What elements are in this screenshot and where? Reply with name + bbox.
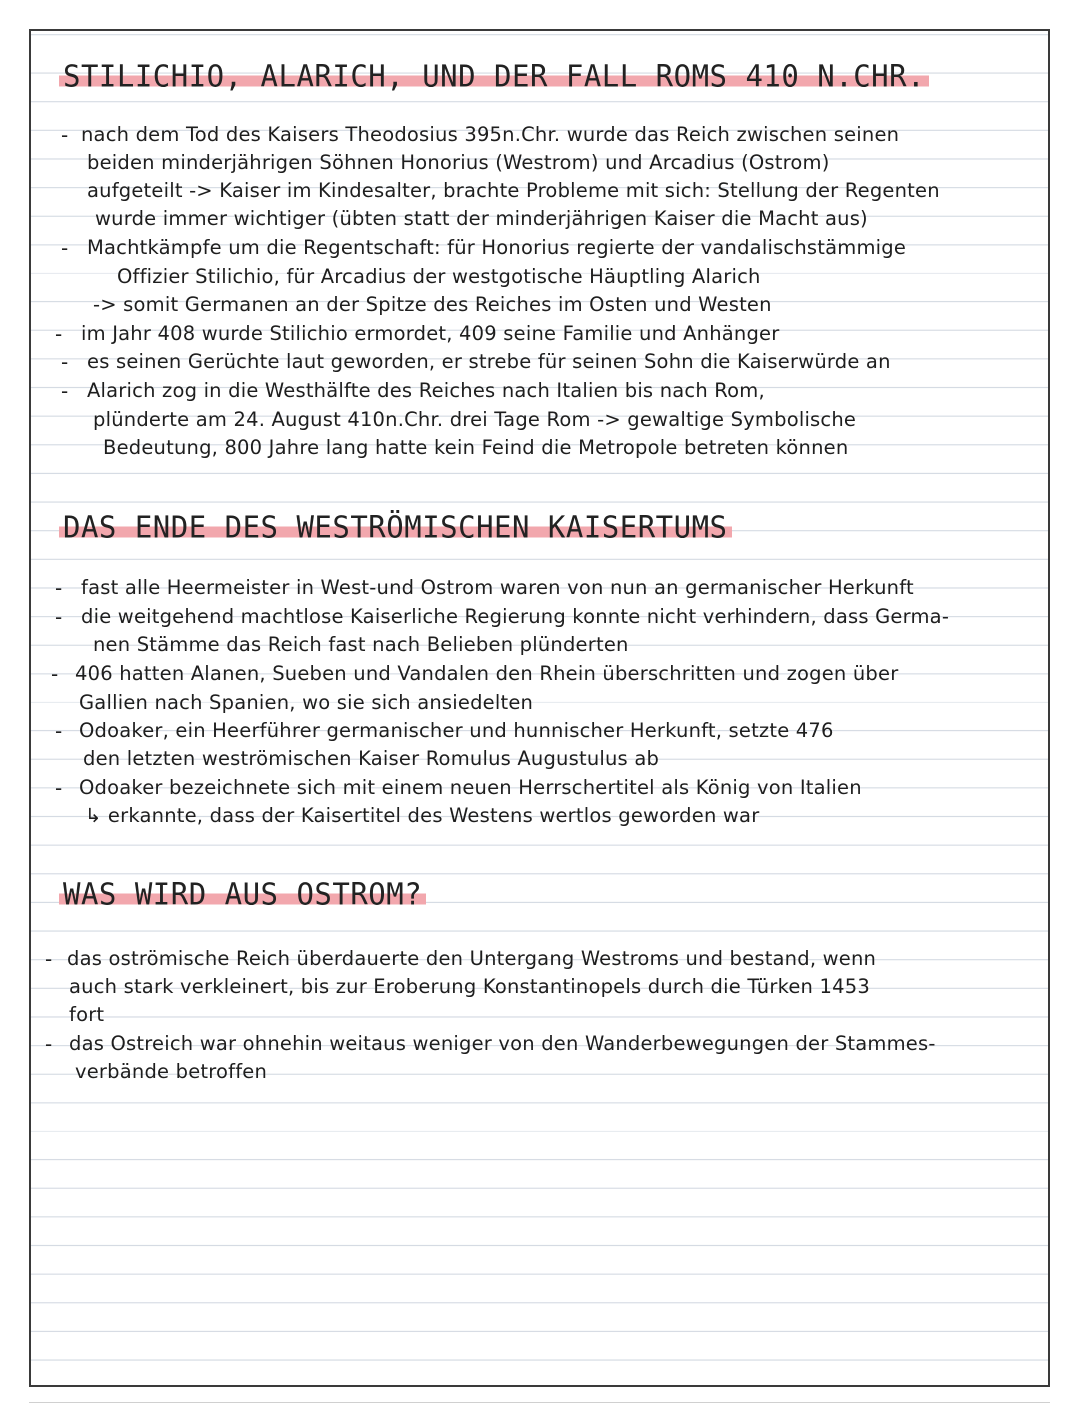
- bullet-dash: -: [61, 350, 69, 374]
- heading-highlight: DAS ENDE DES WESTRÖMISCHEN KAISERTUMS: [59, 509, 732, 545]
- notebook-page: [29, 29, 1050, 1387]
- text-line: fast alle Heermeister in West-und Ostrom waren von nun an germanischer Herkunft: [81, 576, 914, 599]
- text-line: Odoaker bezeichnete sich mit einem neuen Herrschertitel als König von Italien: [79, 776, 862, 799]
- heading-highlight: WAS WIRD AUS OSTROM?: [59, 876, 426, 912]
- text-line: verbände betroffen: [75, 1060, 268, 1083]
- text-line: beiden minderjährigen Söhnen Honorius (Westrom) und Arcadius (Ostrom): [87, 151, 830, 174]
- bullet-dash: -: [51, 662, 59, 686]
- text-line: das Ostreich war ohnehin weitaus weniger von den Wanderbewegungen der Stammes-: [69, 1032, 936, 1055]
- text-line: das oströmische Reich überdauerte den Untergang Westroms und bestand, wenn: [67, 947, 877, 970]
- bullet-dash: -: [55, 605, 63, 629]
- text-line: die weitgehend machtlose Kaiserliche Regierung konnte nicht verhindern, dass Germa-: [81, 605, 950, 628]
- text-line: ↳ erkannte, dass der Kaisertitel des Westens wertlos geworden war: [85, 804, 760, 827]
- bullet-dash: -: [55, 719, 63, 743]
- text-line: -> somit Germanen an der Spitze des Reiches im Osten und Westen: [93, 293, 772, 316]
- bullet-dash: -: [61, 123, 69, 147]
- section-heading: [59, 509, 732, 545]
- page-bottom-rule: [29, 1402, 1050, 1403]
- text-line: im Jahr 408 wurde Stilichio ermordet, 409 seine Familie und Anhänger: [81, 322, 780, 345]
- text-line: plünderte am 24. August 410n.Chr. drei Tage Rom -> gewaltige Symbolische: [93, 408, 857, 431]
- text-line: Bedeutung, 800 Jahre lang hatte kein Feind die Metropole betreten können: [103, 436, 849, 459]
- text-line: nach dem Tod des Kaisers Theodosius 395n.Chr. wurde das Reich zwischen seinen: [81, 123, 900, 146]
- heading-highlight: STILICHIO, ALARICH, UND DER FALL ROMS 410 N.CHR.: [59, 58, 929, 94]
- bullet-dash: -: [45, 1032, 53, 1056]
- text-line: Machtkämpfe um die Regentschaft: für Honorius regierte der vandalischstämmige: [87, 236, 907, 259]
- text-line: nen Stämme das Reich fast nach Belieben plünderten: [93, 633, 629, 656]
- text-line: den letzten weströmischen Kaiser Romulus Augustulus ab: [83, 747, 660, 770]
- bullet-dash: -: [55, 576, 63, 600]
- text-line: wurde immer wichtiger (übten statt der minderjährigen Kaiser die Macht aus): [95, 207, 868, 230]
- text-line: fort: [69, 1003, 105, 1026]
- bullet-dash: -: [61, 379, 69, 403]
- section-heading: [59, 58, 929, 94]
- text-line: Alarich zog in die Westhälfte des Reiches nach Italien bis nach Rom,: [87, 379, 765, 402]
- text-line: auch stark verkleinert, bis zur Eroberung Konstantinopels durch die Türken 1453: [69, 975, 870, 998]
- text-line: aufgeteilt -> Kaiser im Kindesalter, brachte Probleme mit sich: Stellung der Regenten: [87, 179, 940, 202]
- text-line: 406 hatten Alanen, Sueben und Vandalen den Rhein überschritten und zogen über: [75, 662, 899, 685]
- bullet-dash: -: [55, 776, 63, 800]
- text-line: Offizier Stilichio, für Arcadius der westgotische Häuptling Alarich: [117, 265, 761, 288]
- bullet-dash: -: [61, 236, 69, 260]
- text-line: Gallien nach Spanien, wo sie sich ansiedelten: [79, 691, 534, 714]
- bullet-dash: -: [55, 322, 63, 346]
- section-heading: [59, 876, 426, 912]
- bullet-dash: -: [45, 947, 53, 971]
- text-line: es seinen Gerüchte laut geworden, er strebe für seinen Sohn die Kaiserwürde an: [87, 350, 891, 373]
- text-line: Odoaker, ein Heerführer germanischer und hunnischer Herkunft, setzte 476: [79, 719, 834, 742]
